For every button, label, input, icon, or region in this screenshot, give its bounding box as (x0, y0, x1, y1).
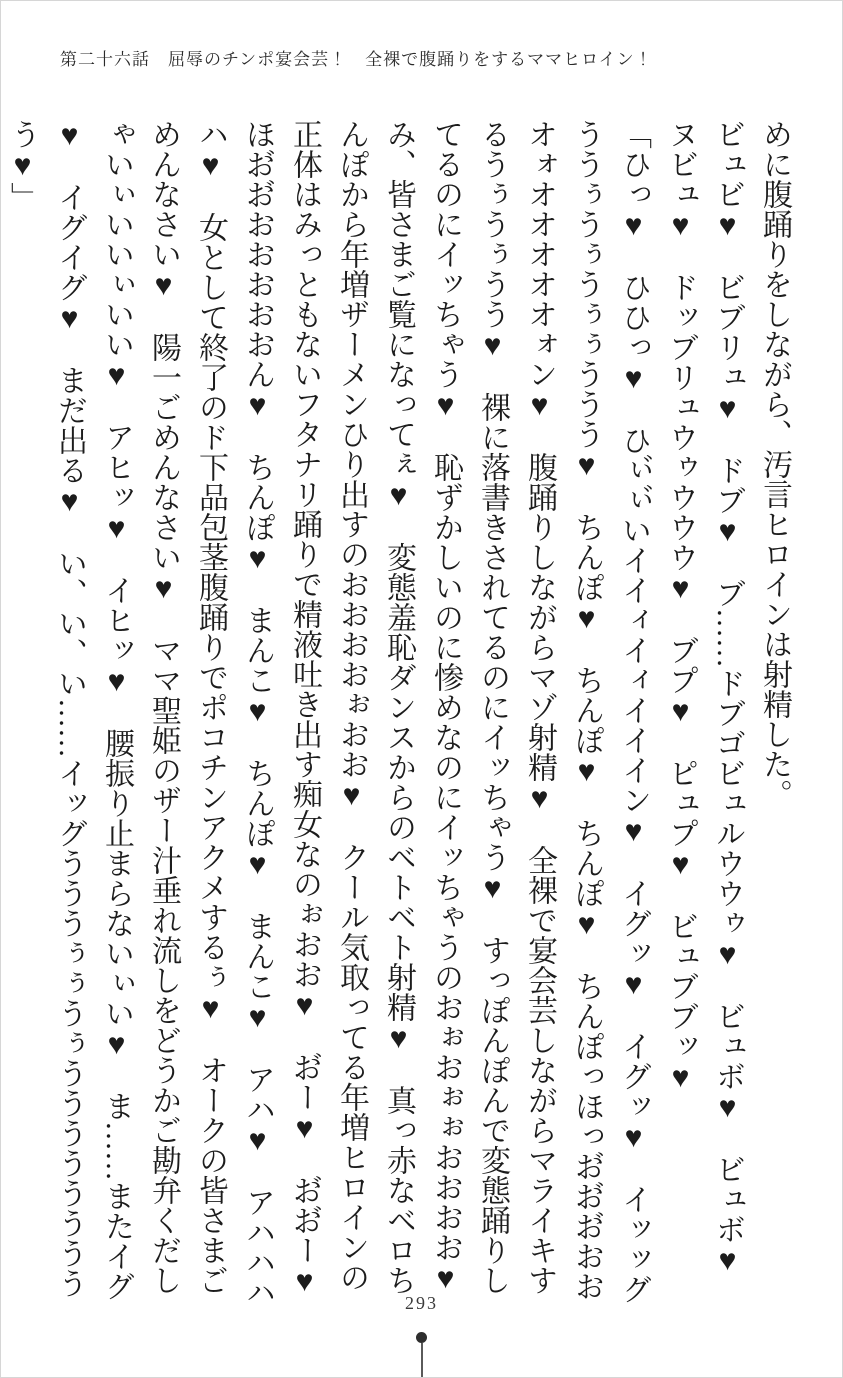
paragraph-dialogue: 「ひっ♥ ひひっ♥ ひぃ゙ぃ゙いイイィイィイイイン♥ イグッ♥ イグッ♥ イッッグううぅうぅうぅぅううう♥ ちんぽ♥ ちんぽ♥ ちんぽ♥ ちんぽっほっお゙お゙お゙おおオォオオオオオォン♥ 腹踊りしながらマゾ射精♥ 全裸で宴会芸しながらマライキするうぅうぅうう♥ 裸に落書きされてるのにイッちゃう♥ すっぽんぽんで変態踊りしてるのにイッちゃう♥ 恥ずかしいのに惨めなのにイッちゃうのおぉおぉぉおおおお♥ み、皆さまご覧になってぇ♥ 変態羞恥ダンスからのベトベト射精♥ 真っ赤なベロちんぽから年増ザーメンひり出すのおおおおぉおお♥ クール気取ってる年増ヒロインの正体はみっともないフタナリ踊りで精液吐き出す痴女なのぉおお♥ お゙ー♥ お゙お゙ー♥ ほお゙お゙おおおおおん♥ ちんぽ♥ まんこ♥ ちんぽ♥ まんこ♥ アハ♥ アハハハハ♥ 女として終了のド下品包茎腹踊りでポコチンアクメするぅ♥ オークの皆さまごめんなさい♥ 陽一ごめんなさい♥ ママ聖姫のザー汁垂れ流しをどうかご勘弁くだしゃいぃいいぃいい♥ アヒッ♥ イヒッ♥ 腰振り止まらないぃい♥ ま……またイグ♥ イグイグ♥ まだ出る♥ い、い、い……イッグうううぅぅうぅううううううううう♥」 (6, 119, 650, 1328)
paragraph-continuation: めに腹踊りをしながら、汚言ヒロインは射精した。 (758, 119, 791, 809)
page-ornament-line (421, 1343, 423, 1378)
paragraph-onomatopoeia: ビュビ♥ ビブリュ♥ ドブ♥ ブ……ドブゴビュルウウゥ♥ ビュボ♥ ビュボ♥ ヌビュ♥ ドッブリュウゥウウウ♥ ブプ♥ ピュプ♥ ビュブブッ♥ (664, 119, 744, 1307)
page-number: 293 (405, 1293, 438, 1313)
page-text (6, 119, 798, 1328)
chapter-header: 第二十六話 屈辱のチンポ宴会芸！ 全裸で腹踊りをするママヒロイン！ (60, 50, 653, 69)
page-ornament-dot (416, 1332, 427, 1343)
